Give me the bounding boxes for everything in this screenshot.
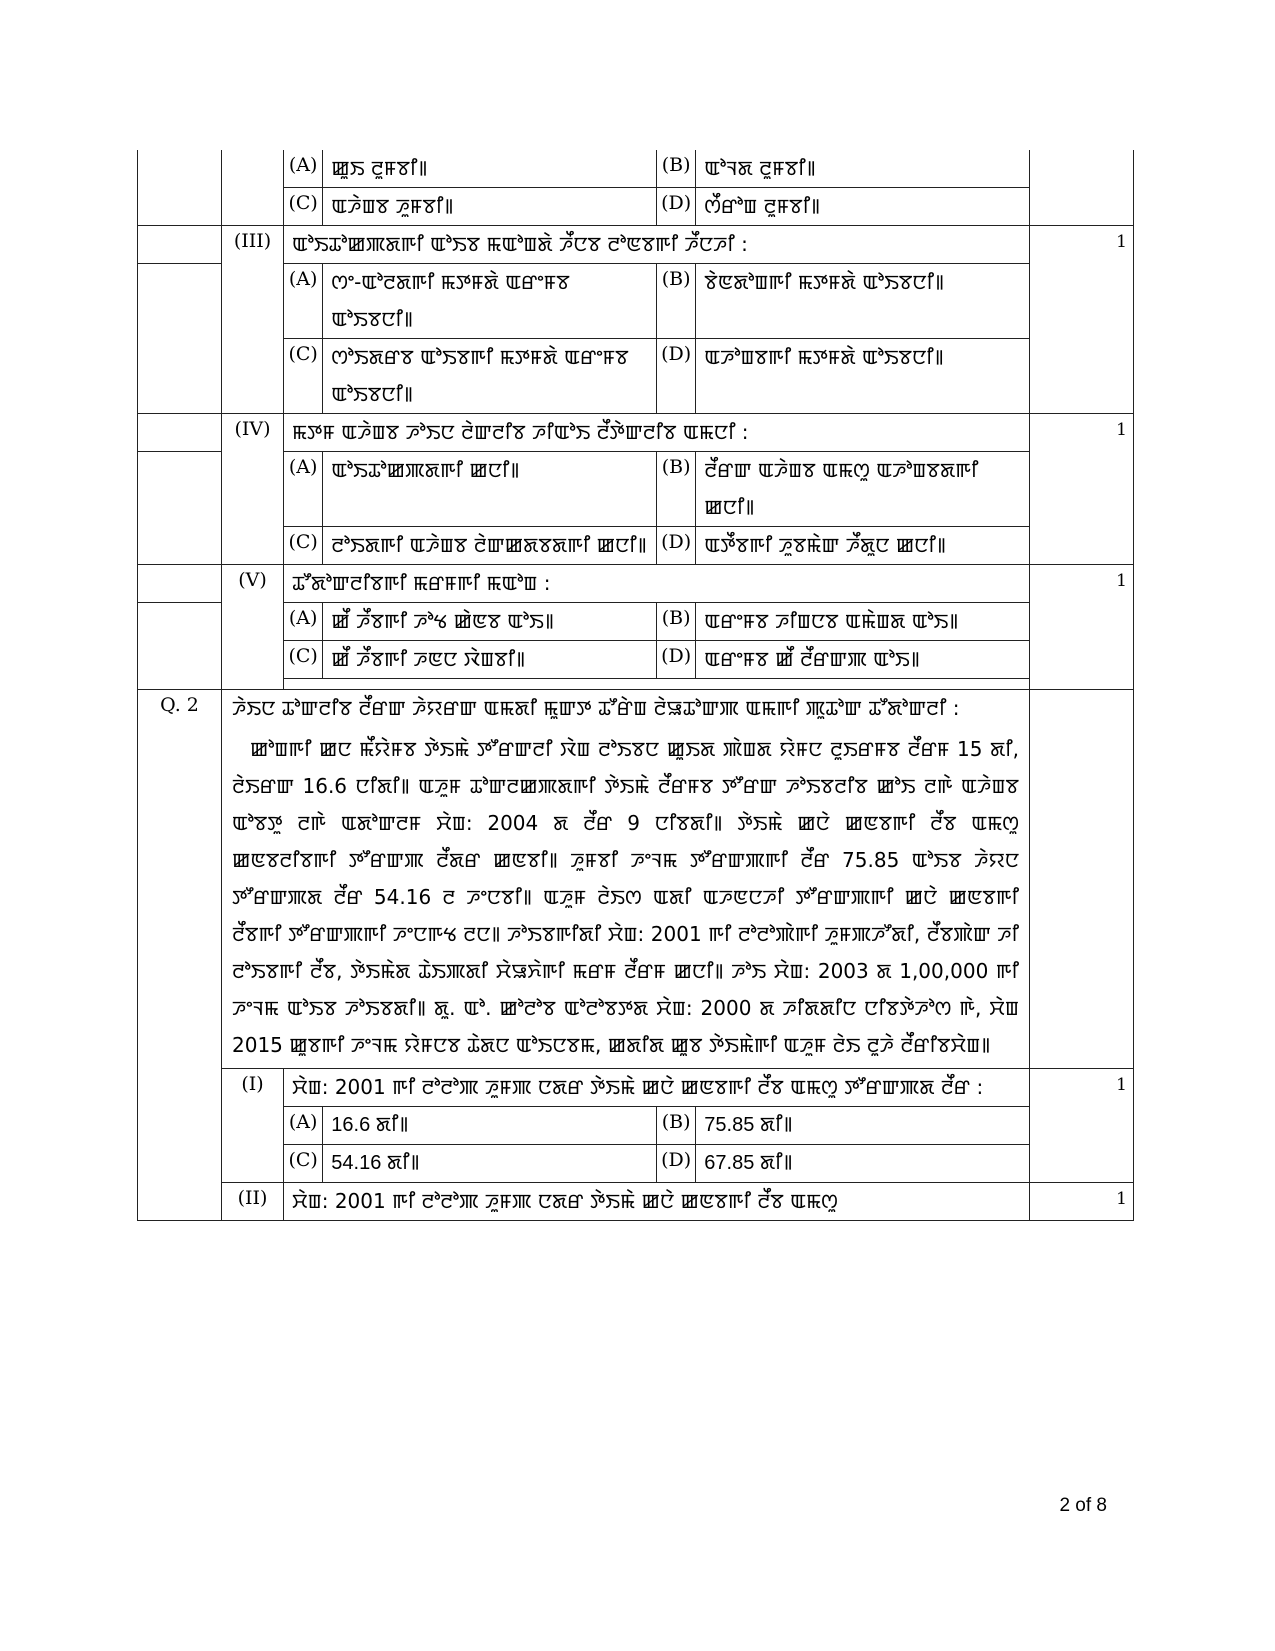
option-label: (B) <box>656 452 695 527</box>
option-d: 67.85 ꯗꯤ꯫ <box>696 1145 1029 1183</box>
option-a: ꯀꯨꯏ ꯂꯨꯝꯕꯤ꯫ <box>323 150 657 188</box>
marks: 1 <box>1030 226 1134 414</box>
part-number: (I) <box>222 1069 284 1183</box>
option-c: ꯑꯍꯥꯡꯕ ꯍꯨꯝꯕꯤ꯫ <box>323 188 657 226</box>
q2-instruction: ꯍꯥꯏꯅ ꯊꯣꯛꯂꯤꯕ ꯂꯩꯔꯛ ꯍꯥꯌꯔꯛ ꯑꯃꯗꯤ ꯃꯨꯛꯇ ꯊꯧꯔꯥꯡ ꯂꯥꯎꯊꯣꯛꯄ ꯑꯃꯒꯤ ꯄꯨꯊꯣꯛ ꯊꯧꯗꯣꯛꯂꯤ : <box>232 696 960 720</box>
q1-sub-cell <box>222 150 284 226</box>
option-label: (A) <box>284 452 323 527</box>
marks: 1 <box>1030 1183 1134 1221</box>
option-label: (B) <box>656 1107 695 1145</box>
marks: 1 <box>1030 565 1134 690</box>
options-grid <box>284 452 1029 564</box>
question-stem: ꯊꯧꯗꯣꯛꯂꯤꯕꯒꯤ ꯃꯔꯝꯒꯤ ꯃꯑꯣꯡ : <box>284 565 1030 603</box>
marks: 1 <box>1030 1069 1134 1183</box>
q1-part-iv <box>138 414 1134 452</box>
q2-part-i <box>138 1069 1134 1107</box>
option-b: ꯂꯩꯔꯛ ꯑꯍꯥꯡꯕ ꯑꯃꯁꯨ ꯑꯍꯣꯡꯕꯗꯒꯤ ꯀꯅꯤ꯫ <box>696 452 1029 527</box>
option-d: ꯑꯍꯣꯡꯕꯒꯤ ꯃꯇꯝꯗꯥ ꯑꯣꯏꯕꯅꯤ꯫ <box>696 339 1029 414</box>
options-grid <box>284 264 1029 413</box>
part-number: (III) <box>222 226 284 414</box>
option-label: (A) <box>284 1107 323 1145</box>
option-label: (A) <box>284 150 323 188</box>
part-number: (II) <box>222 1183 284 1221</box>
option-b: ꯑꯔꯦꯝꯕ ꯍꯤꯡꯅꯕ ꯑꯃꯥꯡꯗ ꯑꯣꯏ꯫ <box>696 603 1029 641</box>
question-stem: ꯆꯥꯡ: 2001 ꯒꯤ ꯂꯣꯂꯣꯄ ꯍꯨꯝꯄ ꯅꯗꯔ ꯇꯥꯏꯃꯥ ꯀꯅꯥ ꯀꯟꯕꯒꯤ ꯂꯩꯕ ꯑꯃꯁꯨ <box>284 1183 1030 1221</box>
question-sheet <box>137 150 1134 1221</box>
option-label: (C) <box>284 339 323 414</box>
option-c: ꯀꯩ ꯍꯩꯕꯒꯤ ꯍꯟꯅ ꯋꯥꯡꯕꯤ꯫ <box>323 641 657 679</box>
options-grid <box>284 603 1029 679</box>
option-b: ꯕꯥꯟꯗꯣꯡꯒꯤ ꯃꯇꯝꯗꯥ ꯑꯣꯏꯕꯅꯤ꯫ <box>696 264 1029 339</box>
option-label: (D) <box>656 188 695 226</box>
questions-table <box>137 150 1134 1221</box>
option-label: (C) <box>284 1145 323 1183</box>
option-b: 75.85 ꯗꯤ꯫ <box>696 1107 1029 1145</box>
option-b: ꯑꯣꯜꯗ ꯂꯨꯝꯕꯤ꯫ <box>696 150 1029 188</box>
passage-text: ꯀꯣꯡꯒꯤ ꯀꯅ ꯃꯩꯌꯥꯝꯕ ꯇꯥꯏꯃꯥ ꯇꯧꯔꯛꯂꯤ ꯋꯥꯡ ꯂꯣꯏꯕꯅ ꯀꯨꯏꯗ ꯄꯥꯡꯗ ꯌꯥꯝꯅ ꯂꯨꯏꯔꯝꯕ ꯂꯩꯔꯝ 15 ꯗꯤ, ꯂꯥꯏꯔꯛ 16.6 ꯅꯤꯗꯤ꯫ ꯑꯍꯨꯝ ꯊꯣꯛꯂꯀꯄꯗꯒꯤ ꯇꯥꯏꯃꯥ ꯂꯩꯔꯝꯕ ꯇꯧꯔꯛ ꯍꯣꯏꯕꯂꯤꯕ ꯀꯣꯏ ꯂꯒꯥ ꯑꯍꯥꯡꯕ ꯑꯣꯕꯇꯨ ꯂꯒꯥ ꯑꯗꯣꯛꯂꯝ ꯆꯥꯡ: 2004 ꯗ ꯂꯩꯔ 9 ꯅꯤꯕꯗꯤ꯫ ꯇꯥꯏꯃꯥ ꯀꯅꯥ ꯀꯟꯕꯒꯤ ꯂꯩꯕ ꯑꯃꯁꯨ ꯀꯟꯕꯂꯤꯕꯒꯤ ꯇꯧꯔꯛꯄ ꯂꯩꯗꯔ ꯀꯟꯕꯤ꯫ ꯍꯨꯝꯕꯤ ꯍꯦꯜꯃ ꯇꯧꯔꯛꯄꯒꯤ ꯂꯩꯔ 75.85 ꯑꯣꯏꯕ ꯍꯥꯌꯅ ꯇꯧꯔꯛꯄꯗ ꯂꯩꯔ 54.16 ꯂ ꯍꯦꯅꯕꯤ꯫ ꯑꯍꯨꯝ ꯂꯥꯏꯁ ꯑꯗꯤ ꯑꯍꯟꯅꯍꯤ ꯇꯧꯔꯛꯄꯒꯤ ꯀꯅꯥ ꯀꯟꯕꯒꯤ ꯂꯩꯕꯒꯤ ꯇꯧꯔꯛꯄꯒꯤ ꯍꯦꯅꯒꯠ ꯂꯅ꯫ ꯍꯣꯏꯕꯒꯤꯗꯤ ꯆꯥꯡ: 2001 ꯒꯤ ꯂꯣꯂꯣꯄꯥꯒꯤ ꯍꯨꯝꯄꯍꯧꯗꯤ, ꯂꯩꯕꯄꯥꯛ ꯍꯤ ꯂꯣꯏꯕꯒꯤ ꯂꯩꯕ, ꯇꯥꯏꯃꯥꯗ ꯊꯥꯏꯄꯗꯤ ꯆꯥꯎꯈꯥꯒꯤ ꯃꯔꯝ ꯂꯩꯔꯝ ꯀꯅꯤ꯫ ꯍꯣꯏ ꯆꯥꯡ: 2003 ꯗ 1,00,000 ꯒꯤ ꯍꯦꯜꯃ ꯑꯣꯏꯕ ꯍꯣꯏꯕꯗꯤ꯫ ꯗꯨ. ꯑꯣ. ꯀꯣꯂꯣꯕ ꯑꯣꯂꯣꯕꯇꯗ ꯆꯥꯡ: 2000 ꯗ ꯍꯤꯗꯗꯤꯅ ꯅꯤꯕꯇꯥꯍꯣꯁ ꯒꯥ, ꯆꯥꯡ 2015 ꯀꯨꯕꯒꯤ ꯍꯦꯜꯃ ꯌꯥꯝꯅꯕ ꯊꯥꯗꯅ ꯑꯣꯏꯅꯕꯃ, ꯀꯗꯤꯗ ꯀꯨꯕ ꯇꯥꯏꯃꯥꯒꯤ ꯑꯍꯨꯝ ꯂꯥꯏ ꯂꯨꯍꯥ ꯂꯩꯔꯤꯕꯆꯥꯡ꯫ <box>232 737 1019 1057</box>
option-label: (D) <box>656 1145 695 1183</box>
option-label: (A) <box>284 264 323 339</box>
option-label: (B) <box>656 603 695 641</box>
question-number: Q. 2 <box>138 690 222 1221</box>
option-d: ꯑꯇꯩꯕꯒꯤ ꯍꯨꯕꯃꯥꯛ ꯍꯩꯗꯨꯅ ꯀꯅꯤ꯫ <box>696 527 1029 565</box>
marks: 1 <box>1030 414 1134 565</box>
option-c: ꯁꯣꯏꯗꯔꯕ ꯑꯣꯏꯕꯒꯤ ꯃꯇꯝꯗꯥ ꯑꯔꯦꯝꯕ ꯑꯣꯏꯕꯅꯤ꯫ <box>323 339 657 414</box>
q1-part-iii <box>138 226 1134 264</box>
option-a: ꯑꯣꯏꯊꯣꯀꯄꯗꯒꯤ ꯀꯅꯤ꯫ <box>323 452 657 527</box>
q2-row <box>138 690 1134 1069</box>
options-grid <box>284 150 1029 225</box>
option-a: 16.6 ꯗꯤ꯫ <box>323 1107 657 1145</box>
q1-continued-row <box>138 150 1134 226</box>
q1-part-v <box>138 565 1134 603</box>
option-a: ꯁꯦ-ꯑꯣꯂꯗꯒꯤ ꯃꯇꯝꯗꯥ ꯑꯔꯦꯝꯕ ꯑꯣꯏꯕꯅꯤ꯫ <box>323 264 657 339</box>
question-stem: ꯃꯇꯝ ꯑꯍꯥꯡꯕ ꯍꯣꯏꯅ ꯂꯥꯛꯂꯤꯕ ꯍꯤꯑꯣꯏ ꯂꯩꯇꯥꯛꯂꯤꯕ ꯑꯃꯅꯤ : <box>284 414 1030 452</box>
option-label: (A) <box>284 603 323 641</box>
option-c: 54.16 ꯗꯤ꯫ <box>323 1145 657 1183</box>
option-d: ꯑꯔꯦꯝꯕ ꯀꯩ ꯂꯩꯔꯛꯄ ꯑꯣꯏ꯫ <box>696 641 1029 679</box>
part-number: (V) <box>222 565 284 690</box>
option-label: (D) <box>656 641 695 679</box>
option-a: ꯀꯩ ꯍꯩꯕꯒꯤ ꯍꯣꯠ ꯀꯥꯟꯕ ꯑꯣꯏ꯫ <box>323 603 657 641</box>
option-label: (D) <box>656 527 695 565</box>
option-c: ꯂꯣꯏꯗꯒꯤ ꯑꯍꯥꯡꯕ ꯂꯥꯛꯀꯗꯕꯗꯒꯤ ꯀꯅꯤ꯫ <box>323 527 657 565</box>
q2-part-ii <box>138 1183 1134 1221</box>
question-stem: ꯆꯥꯡ: 2001 ꯒꯤ ꯂꯣꯂꯣꯄ ꯍꯨꯝꯄ ꯅꯗꯔ ꯇꯥꯏꯃꯥ ꯀꯅꯥ ꯀꯟꯕꯒꯤ ꯂꯩꯕ ꯑꯃꯁꯨ ꯇꯧꯔꯛꯄꯗ ꯂꯩꯔ : <box>284 1069 1030 1107</box>
option-label: (C) <box>284 641 323 679</box>
q1-number-cell <box>138 150 222 226</box>
option-label: (C) <box>284 527 323 565</box>
page-number: 2 of 8 <box>1059 1495 1107 1516</box>
part-number: (IV) <box>222 414 284 565</box>
question-stem: ꯑꯣꯏꯊꯣꯀꯄꯗꯒꯤ ꯑꯣꯏꯕ ꯃꯑꯣꯡꯗꯥ ꯍꯩꯅꯕ ꯂꯣꯟꯕꯒꯤ ꯍꯩꯅꯍꯤ : <box>284 226 1030 264</box>
mark-cell <box>1030 150 1134 226</box>
option-label: (D) <box>656 339 695 414</box>
q2-passage <box>222 731 1029 1068</box>
option-d: ꯁꯩꯔꯣꯡ ꯂꯨꯝꯕꯤ꯫ <box>696 188 1029 226</box>
option-label: (B) <box>656 264 695 339</box>
option-label: (B) <box>656 150 695 188</box>
option-label: (C) <box>284 188 323 226</box>
options-grid <box>284 1107 1029 1182</box>
